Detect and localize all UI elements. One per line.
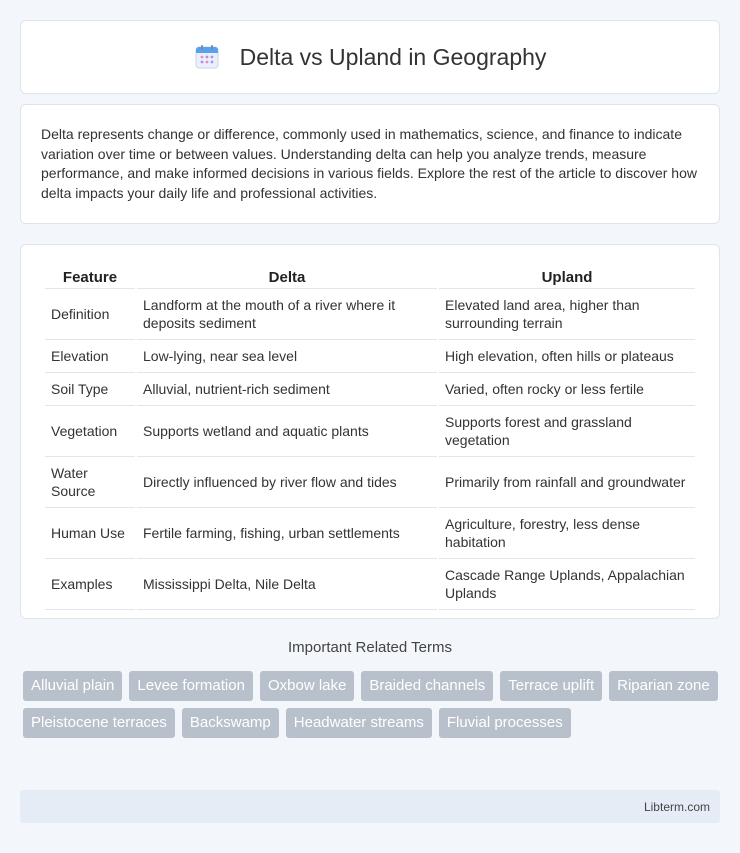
related-term-tag[interactable]: Alluvial plain — [23, 671, 122, 701]
table-cell-upland: Supports forest and grassland vegetation — [439, 406, 695, 457]
related-term-tag[interactable]: Oxbow lake — [260, 671, 354, 701]
table-row — [45, 289, 695, 340]
table-cell-upland: Primarily from rainfall and groundwater — [439, 457, 695, 508]
table-cell-delta: Alluvial, nutrient-rich sediment — [137, 373, 437, 406]
table-row — [45, 373, 695, 406]
related-term-tag[interactable]: Fluvial processes — [439, 708, 571, 738]
table-cell-upland: Varied, often rocky or less fertile — [439, 373, 695, 406]
table-row — [45, 340, 695, 373]
comparison-table-card — [20, 244, 720, 619]
table-row — [45, 406, 695, 457]
related-term-tag[interactable]: Braided channels — [361, 671, 493, 701]
table-cell-feature: Water Source — [45, 457, 135, 508]
footer — [20, 790, 720, 823]
table-row — [45, 508, 695, 559]
table-cell-delta: Low-lying, near sea level — [137, 340, 437, 373]
related-term-tag[interactable]: Riparian zone — [609, 671, 718, 701]
table-header-row — [45, 265, 695, 289]
table-cell-feature: Vegetation — [45, 406, 135, 457]
table-cell-feature: Human Use — [45, 508, 135, 559]
table-cell-upland: Elevated land area, higher than surrounding terrain — [439, 289, 695, 340]
table-row — [45, 457, 695, 508]
comparison-table — [43, 265, 697, 610]
related-terms-list — [23, 671, 723, 738]
table-cell-upland: Cascade Range Uplands, Appalachian Uplands — [439, 559, 695, 610]
table-cell-delta: Supports wetland and aquatic plants — [137, 406, 437, 457]
related-term-tag[interactable]: Headwater streams — [286, 708, 432, 738]
intro-card — [20, 104, 720, 224]
column-header-upland: Upland — [439, 265, 695, 289]
related-term-tag[interactable]: Pleistocene terraces — [23, 708, 175, 738]
column-header-feature: Feature — [45, 265, 135, 289]
header-card — [20, 20, 720, 94]
table-cell-feature: Elevation — [45, 340, 135, 373]
column-header-delta: Delta — [137, 265, 437, 289]
page-title: Delta vs Upland in Geography — [239, 43, 547, 70]
footer-site-link[interactable]: Libterm.com — [643, 799, 710, 814]
table-cell-upland: High elevation, often hills or plateaus — [439, 340, 695, 373]
table-cell-delta: Directly influenced by river flow and tides — [137, 457, 437, 508]
table-cell-feature: Definition — [45, 289, 135, 340]
table-cell-delta: Landform at the mouth of a river where it deposits sediment — [137, 289, 437, 340]
table-row — [45, 559, 695, 610]
table-cell-delta: Mississippi Delta, Nile Delta — [137, 559, 437, 610]
header — [194, 44, 547, 71]
related-term-tag[interactable]: Terrace uplift — [500, 671, 602, 701]
related-term-tag[interactable]: Levee formation — [129, 671, 253, 701]
table-cell-upland: Agriculture, forestry, less dense habitation — [439, 508, 695, 559]
table-cell-feature: Examples — [45, 559, 135, 610]
intro-paragraph: Delta represents change or difference, commonly used in mathematics, science, and finance to indicate variation over time or between values. Understanding delta can help you analyze trends, measure performance, and make informed decisions in various fields. Explore the rest of the article to discover how delta impacts your daily life and professional activities. — [41, 126, 697, 201]
related-term-tag[interactable]: Backswamp — [182, 708, 279, 738]
related-terms-title: Important Related Terms — [288, 639, 452, 656]
table-cell-feature: Soil Type — [45, 373, 135, 406]
table-cell-delta: Fertile farming, fishing, urban settlements — [137, 508, 437, 559]
calendar-icon — [194, 44, 220, 70]
